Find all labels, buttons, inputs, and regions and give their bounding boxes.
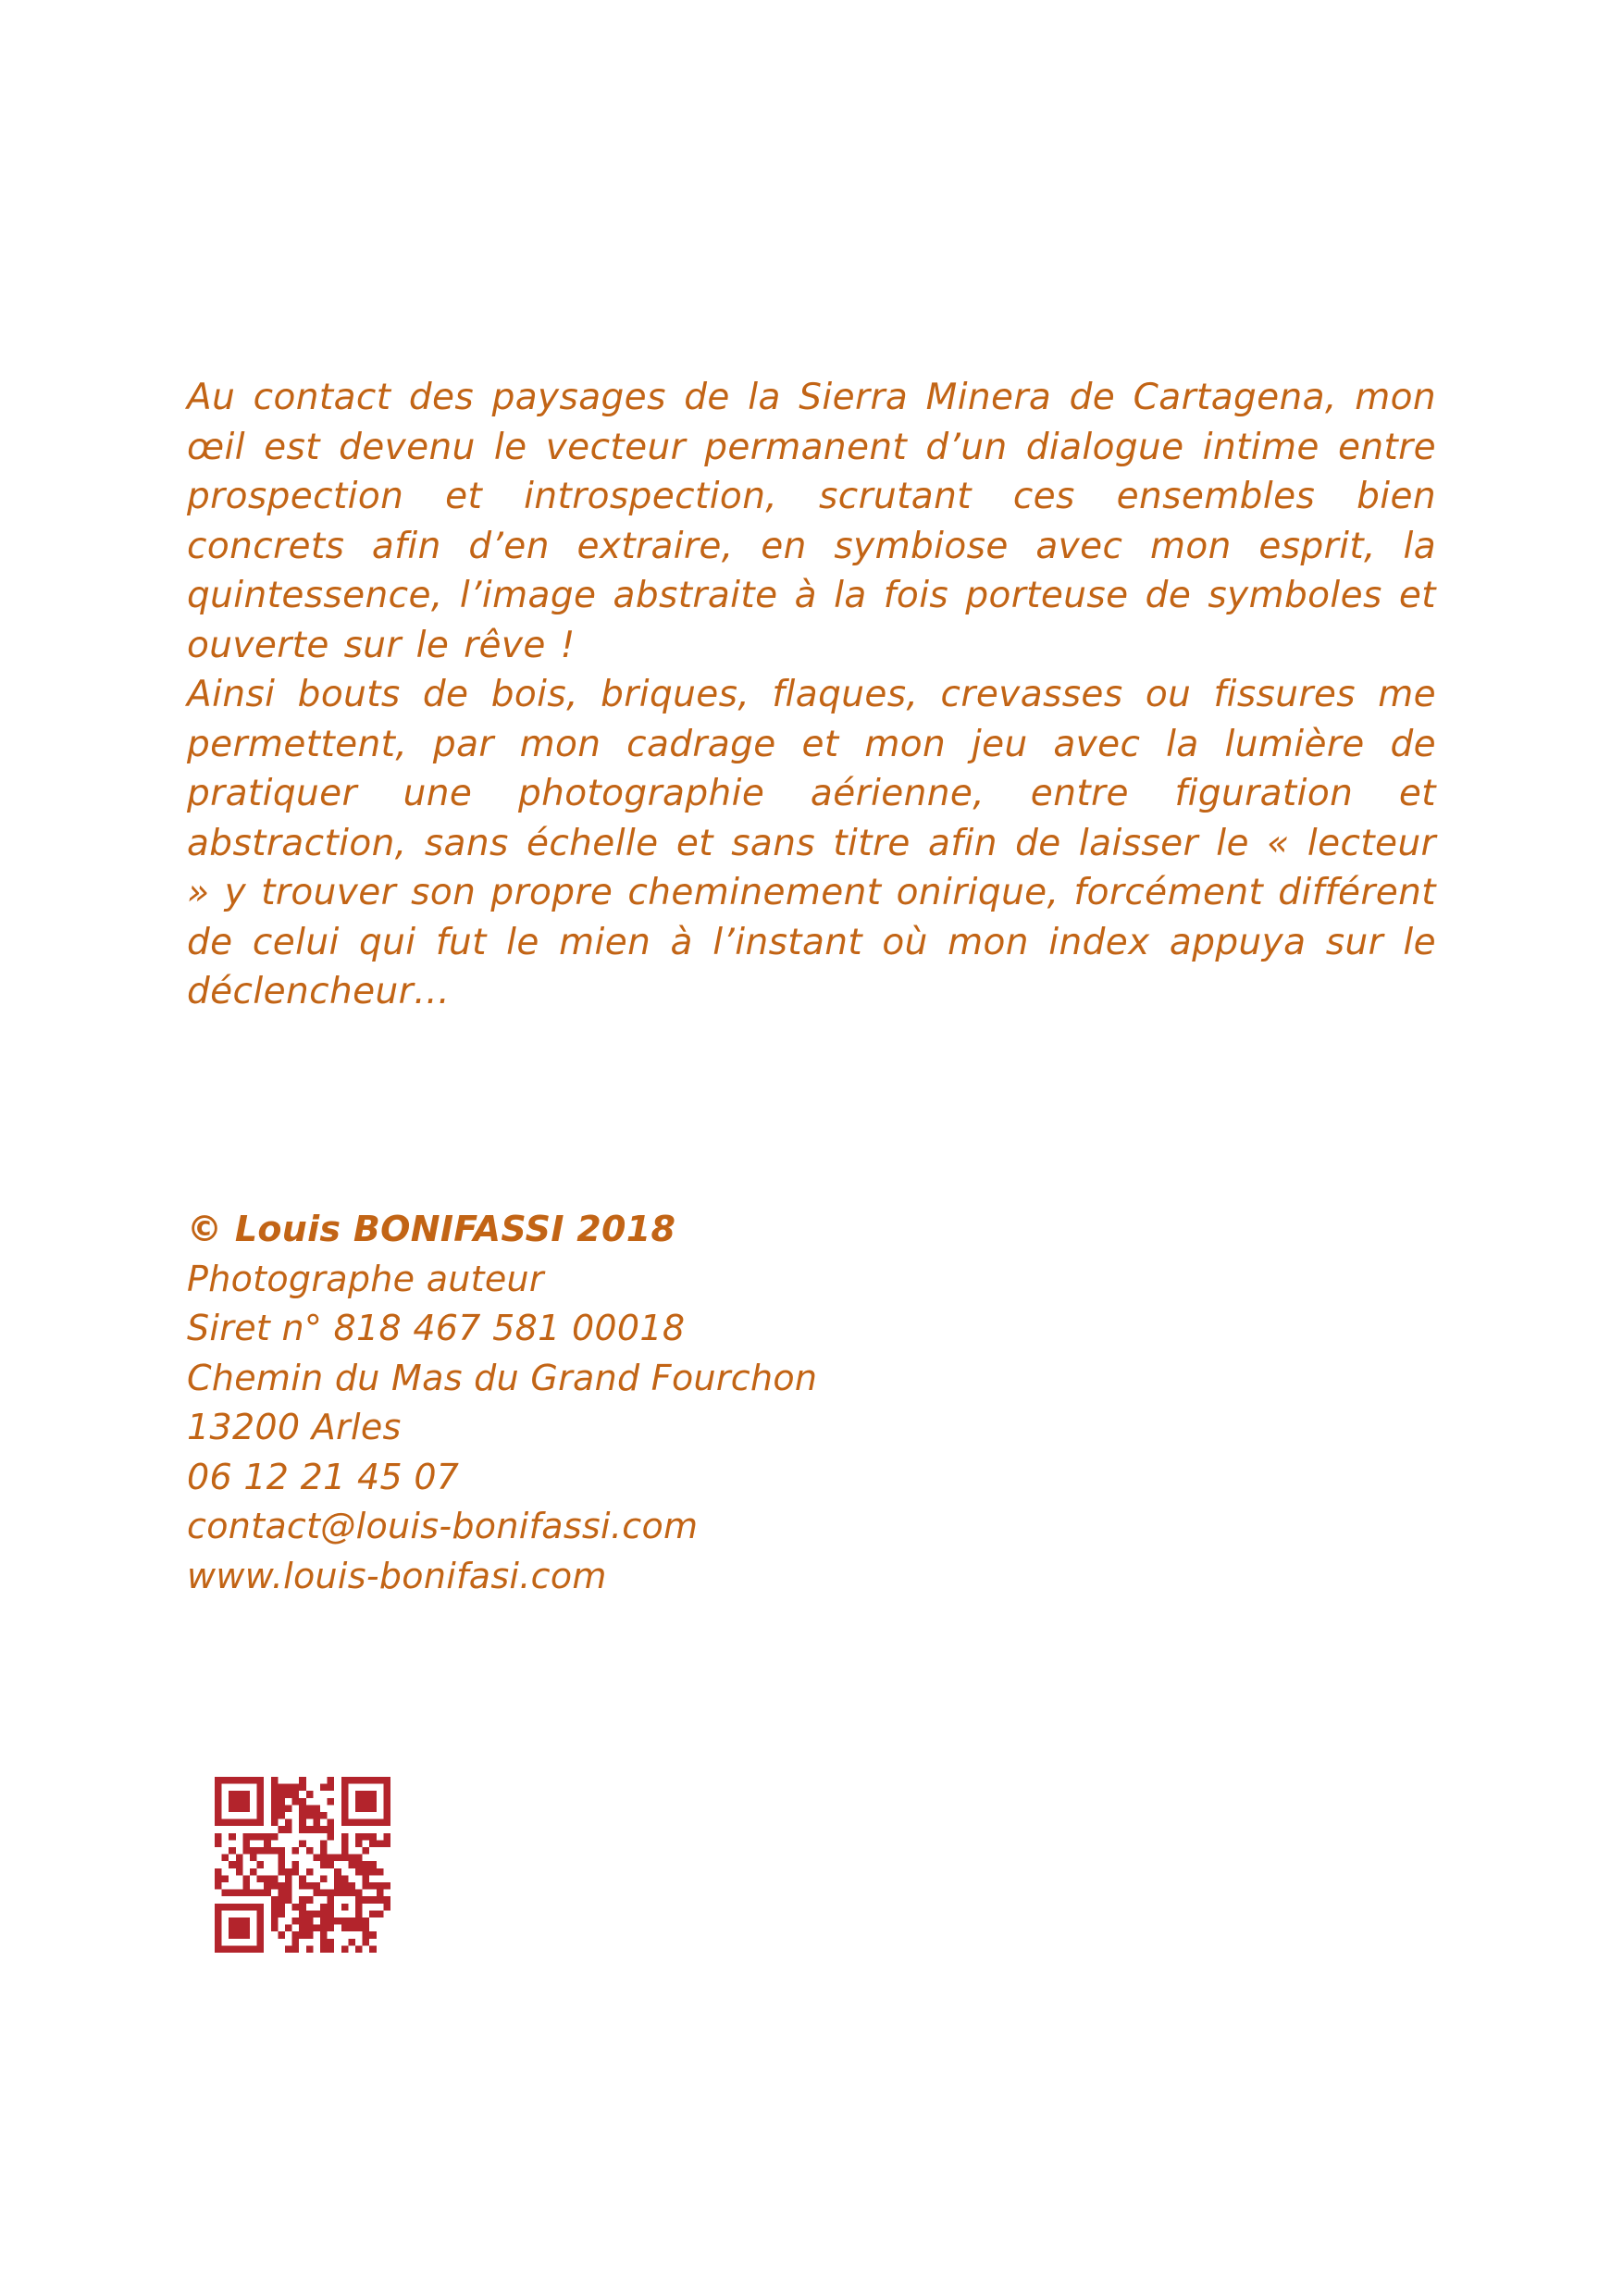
qr-code-icon — [215, 1777, 390, 1953]
intro-text — [187, 373, 1436, 1017]
contact-block — [187, 1205, 1436, 1601]
role-line: Photographe auteur — [187, 1258, 544, 1299]
intro-paragraph-1: Au contact des paysages de la Sierra Minera de Cartagena, mon œil est devenu le vecteur permanent d’un dialogue intime entre prospection et introspection, scrutant ces ensembles bien concrets afin d’en extraire, en symbiose avec mon esprit, la quintessence, l’image abstraite à la fois porteuse de symboles et ouverte sur le rêve ! — [187, 377, 1436, 666]
siret-line: Siret n° 818 467 581 00018 — [187, 1308, 686, 1348]
address-line: Chemin du Mas du Grand Fourchon — [187, 1357, 818, 1398]
intro-paragraph-2: Ainsi bouts de bois, briques, flaques, crevasses ou fissures me permettent, par mon cadrage et mon jeu avec la lumière de pratiquer une photographie aérienne, entre figuration et abstraction, sans échelle et sans titre afin de laisser le « lecteur » y trouver son propre cheminement onirique, forcément différent de celui qui fut le mien à l’instant où mon index appuya sur le déclencheur… — [187, 674, 1436, 1012]
website-link[interactable]: www.louis-bonifasi.com — [187, 1555, 607, 1596]
city-line: 13200 Arles — [187, 1407, 402, 1447]
email-link[interactable]: contact@louis-bonifassi.com — [187, 1506, 699, 1546]
phone-line: 06 12 21 45 07 — [187, 1456, 460, 1497]
copyright-line: © Louis BONIFASSI 2018 — [187, 1209, 676, 1249]
